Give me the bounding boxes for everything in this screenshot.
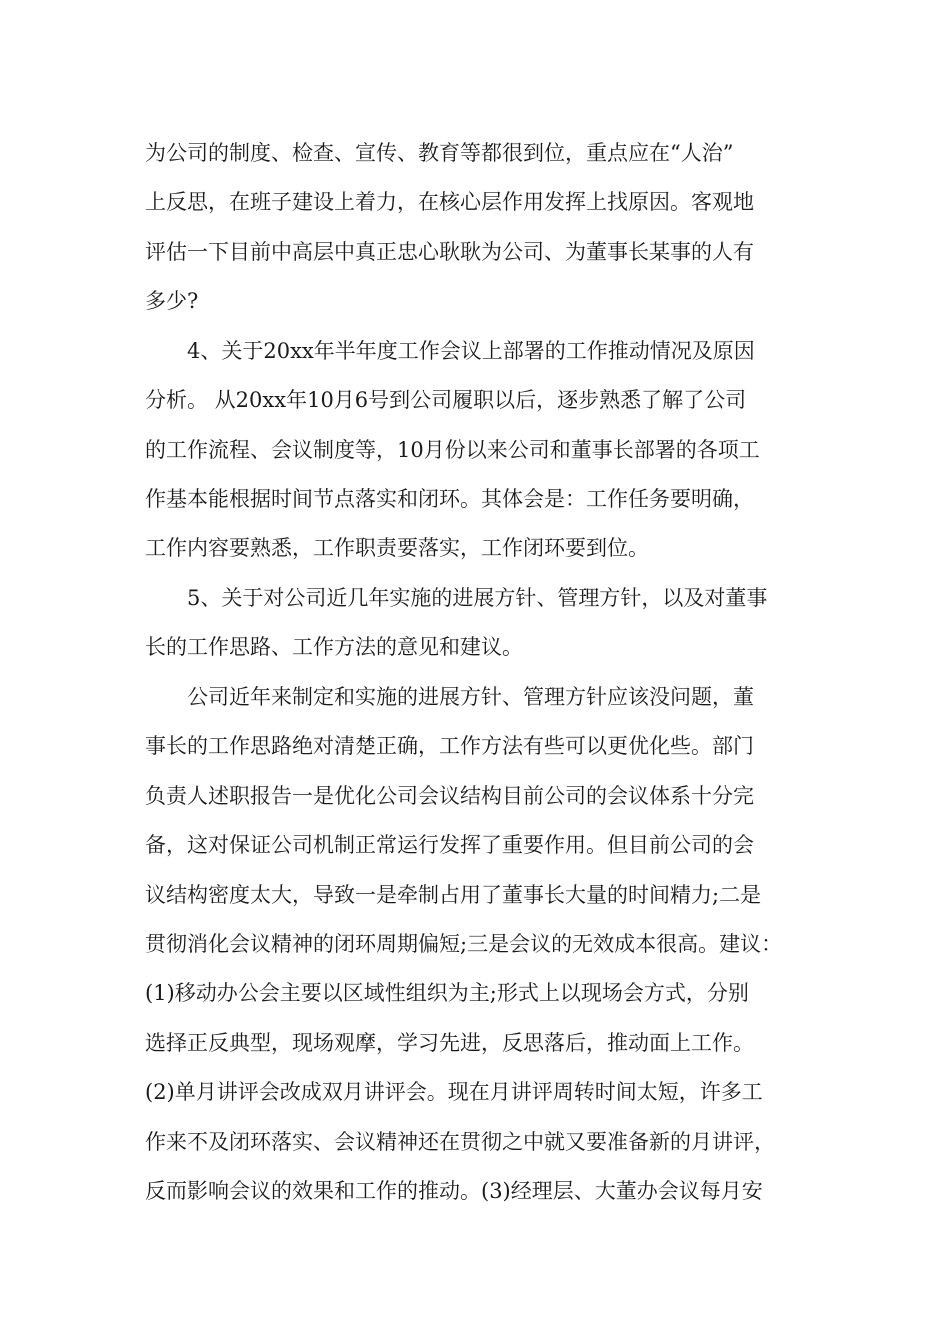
text-line: 公司近年来制定和实施的进展方针、管理方针应该没问题，董 [187,685,754,709]
text-line: 作来不及闭环落实、会议精神还在贯彻之中就又要准备新的月讲评， [145,1130,775,1154]
text-line: 长的工作思路、工作方法的意见和建议。 [145,635,523,659]
text-line: (1)移动办公会主要以区域性组织为主;形式上以现场会方式，分别 [145,981,749,1005]
text-line: 贯彻消化会议精神的闭环周期偏短;三是会议的无效成本很高。建议： [145,932,783,956]
text-line: 上反思，在班子建设上着力，在核心层作用发挥上找原因。客观地 [145,190,754,214]
text-line: 4、关于20xx年半年度工作会议上部署的工作推动情况及原因 [187,339,755,363]
text-line: 反而影响会议的效果和工作的推动。(3)经理层、大董办会议每月安 [145,1179,763,1203]
text-line: 工作内容要熟悉，工作职责要落实，工作闭环要到位。 [145,536,649,560]
text-line: 的工作流程、会议制度等，10月份以来公司和董事长部署的各项工 [145,438,760,462]
text-line: 选择正反典型，现场观摩，学习先进，反思落后，推动面上工作。 [145,1031,754,1055]
text-line: 多少? [145,289,199,313]
text-line: 分析。 从20xx年10月6号到公司履职以后，逐步熟悉了解了公司 [145,388,747,412]
text-line: 事长的工作思路绝对清楚正确，工作方法有些可以更优化些。部门 [145,734,754,758]
text-line: 备，这对保证公司机制正常运行发挥了重要作用。但目前公司的会 [145,833,754,857]
text-line: 作基本能根据时间节点落实和闭环。其体会是：工作任务要明确， [145,487,754,511]
text-line: 议结构密度太大，导致一是牵制占用了董事长大量的时间精力;二是 [145,883,762,907]
text-line: 5、关于对公司近几年实施的进展方针、管理方针，以及对董事 [187,586,768,610]
text-line: 评估一下目前中高层中真正忠心耿耿为公司、为董事长某事的人有 [145,240,754,264]
text-line: (2)单月讲评会改成双月讲评会。现在月讲评周转时间太短，许多工 [145,1080,763,1104]
text-line: 负责人述职报告一是优化公司会议结构目前公司的会议体系十分完 [145,784,754,808]
text-line: 为公司的制度、检查、宣传、教育等都很到位，重点应在“人治” [145,141,734,165]
